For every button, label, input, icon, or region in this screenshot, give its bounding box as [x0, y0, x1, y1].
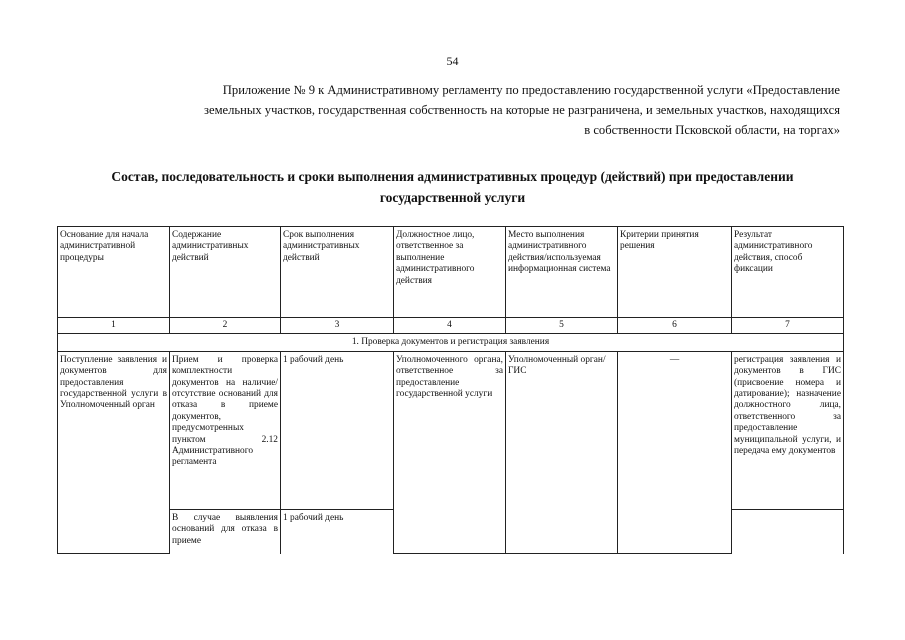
section-title: 1. Проверка документов и регистрация заявления [58, 334, 844, 351]
header-row [58, 227, 844, 318]
header-basis: Основание для начала административной процедуры [58, 227, 170, 318]
table-row [58, 351, 844, 509]
column-number-row [58, 318, 844, 334]
cell-result-empty [732, 509, 844, 554]
procedures-table [57, 226, 844, 554]
cell-content: Прием и проверка комплектности документов на наличие/отсутствие оснований для отказа в приеме документов, предусмотренных пунктом 2.12 Административного регламента [170, 351, 281, 509]
column-number: 1 [58, 318, 170, 334]
appendix-line-3: в собственности Псковской области, на торгах» [584, 123, 840, 137]
column-number: 3 [281, 318, 394, 334]
cell-term: 1 рабочий день [281, 351, 394, 509]
cell-criteria [618, 351, 732, 554]
column-number: 6 [618, 318, 732, 334]
column-number: 4 [394, 318, 506, 334]
header-term: Срок выполнения административных действий [281, 227, 394, 318]
document-title-line-2: государственной услуги [379, 190, 526, 205]
column-number: 7 [732, 318, 844, 334]
criteria-dash: — [669, 354, 680, 365]
appendix-line-1: Приложение № 9 к Административному регламенту по предоставлению государственной услуги «Предоставление [222, 83, 840, 97]
document-title [60, 166, 845, 208]
document-title-line-1: Состав, последовательность и сроки выполнения административных процедур (действий) при предоставлении [111, 169, 794, 184]
column-number: 5 [506, 318, 618, 334]
header-content: Содержание административных действий [170, 227, 281, 318]
header-result: Результат административного действия, способ фиксации [732, 227, 844, 318]
cell-place: Уполномоченный орган/ГИС [506, 351, 618, 554]
cell-term: 1 рабочий день [281, 509, 394, 554]
header-official: Должностное лицо, ответственное за выполнение административного действия [394, 227, 506, 318]
cell-content: В случае выявления оснований для отказа в приеме [170, 509, 281, 554]
header-criteria: Критерии принятия решения [618, 227, 732, 318]
cell-result: регистрация заявления и документов в ГИС (присвоение номера и датирование); назначение должностного лица, ответственного за предоставление муниципальной услуги, и передача ему документов [732, 351, 844, 509]
section-row [58, 334, 844, 351]
page-number: 54 [446, 54, 459, 68]
cell-official: Уполномоченного органа, ответственное за предоставление государственной услуги [394, 351, 506, 554]
header-place: Место выполнения административного действия/используемая информационная система [506, 227, 618, 318]
appendix-note [70, 80, 840, 140]
appendix-line-2: земельных участков, государственная собственность на которые не разграничена, и земельных участков, находящихся [204, 103, 840, 117]
column-number: 2 [170, 318, 281, 334]
cell-basis: Поступление заявления и документов для предоставления государственной услуги в Уполномоченный орган [58, 351, 170, 554]
